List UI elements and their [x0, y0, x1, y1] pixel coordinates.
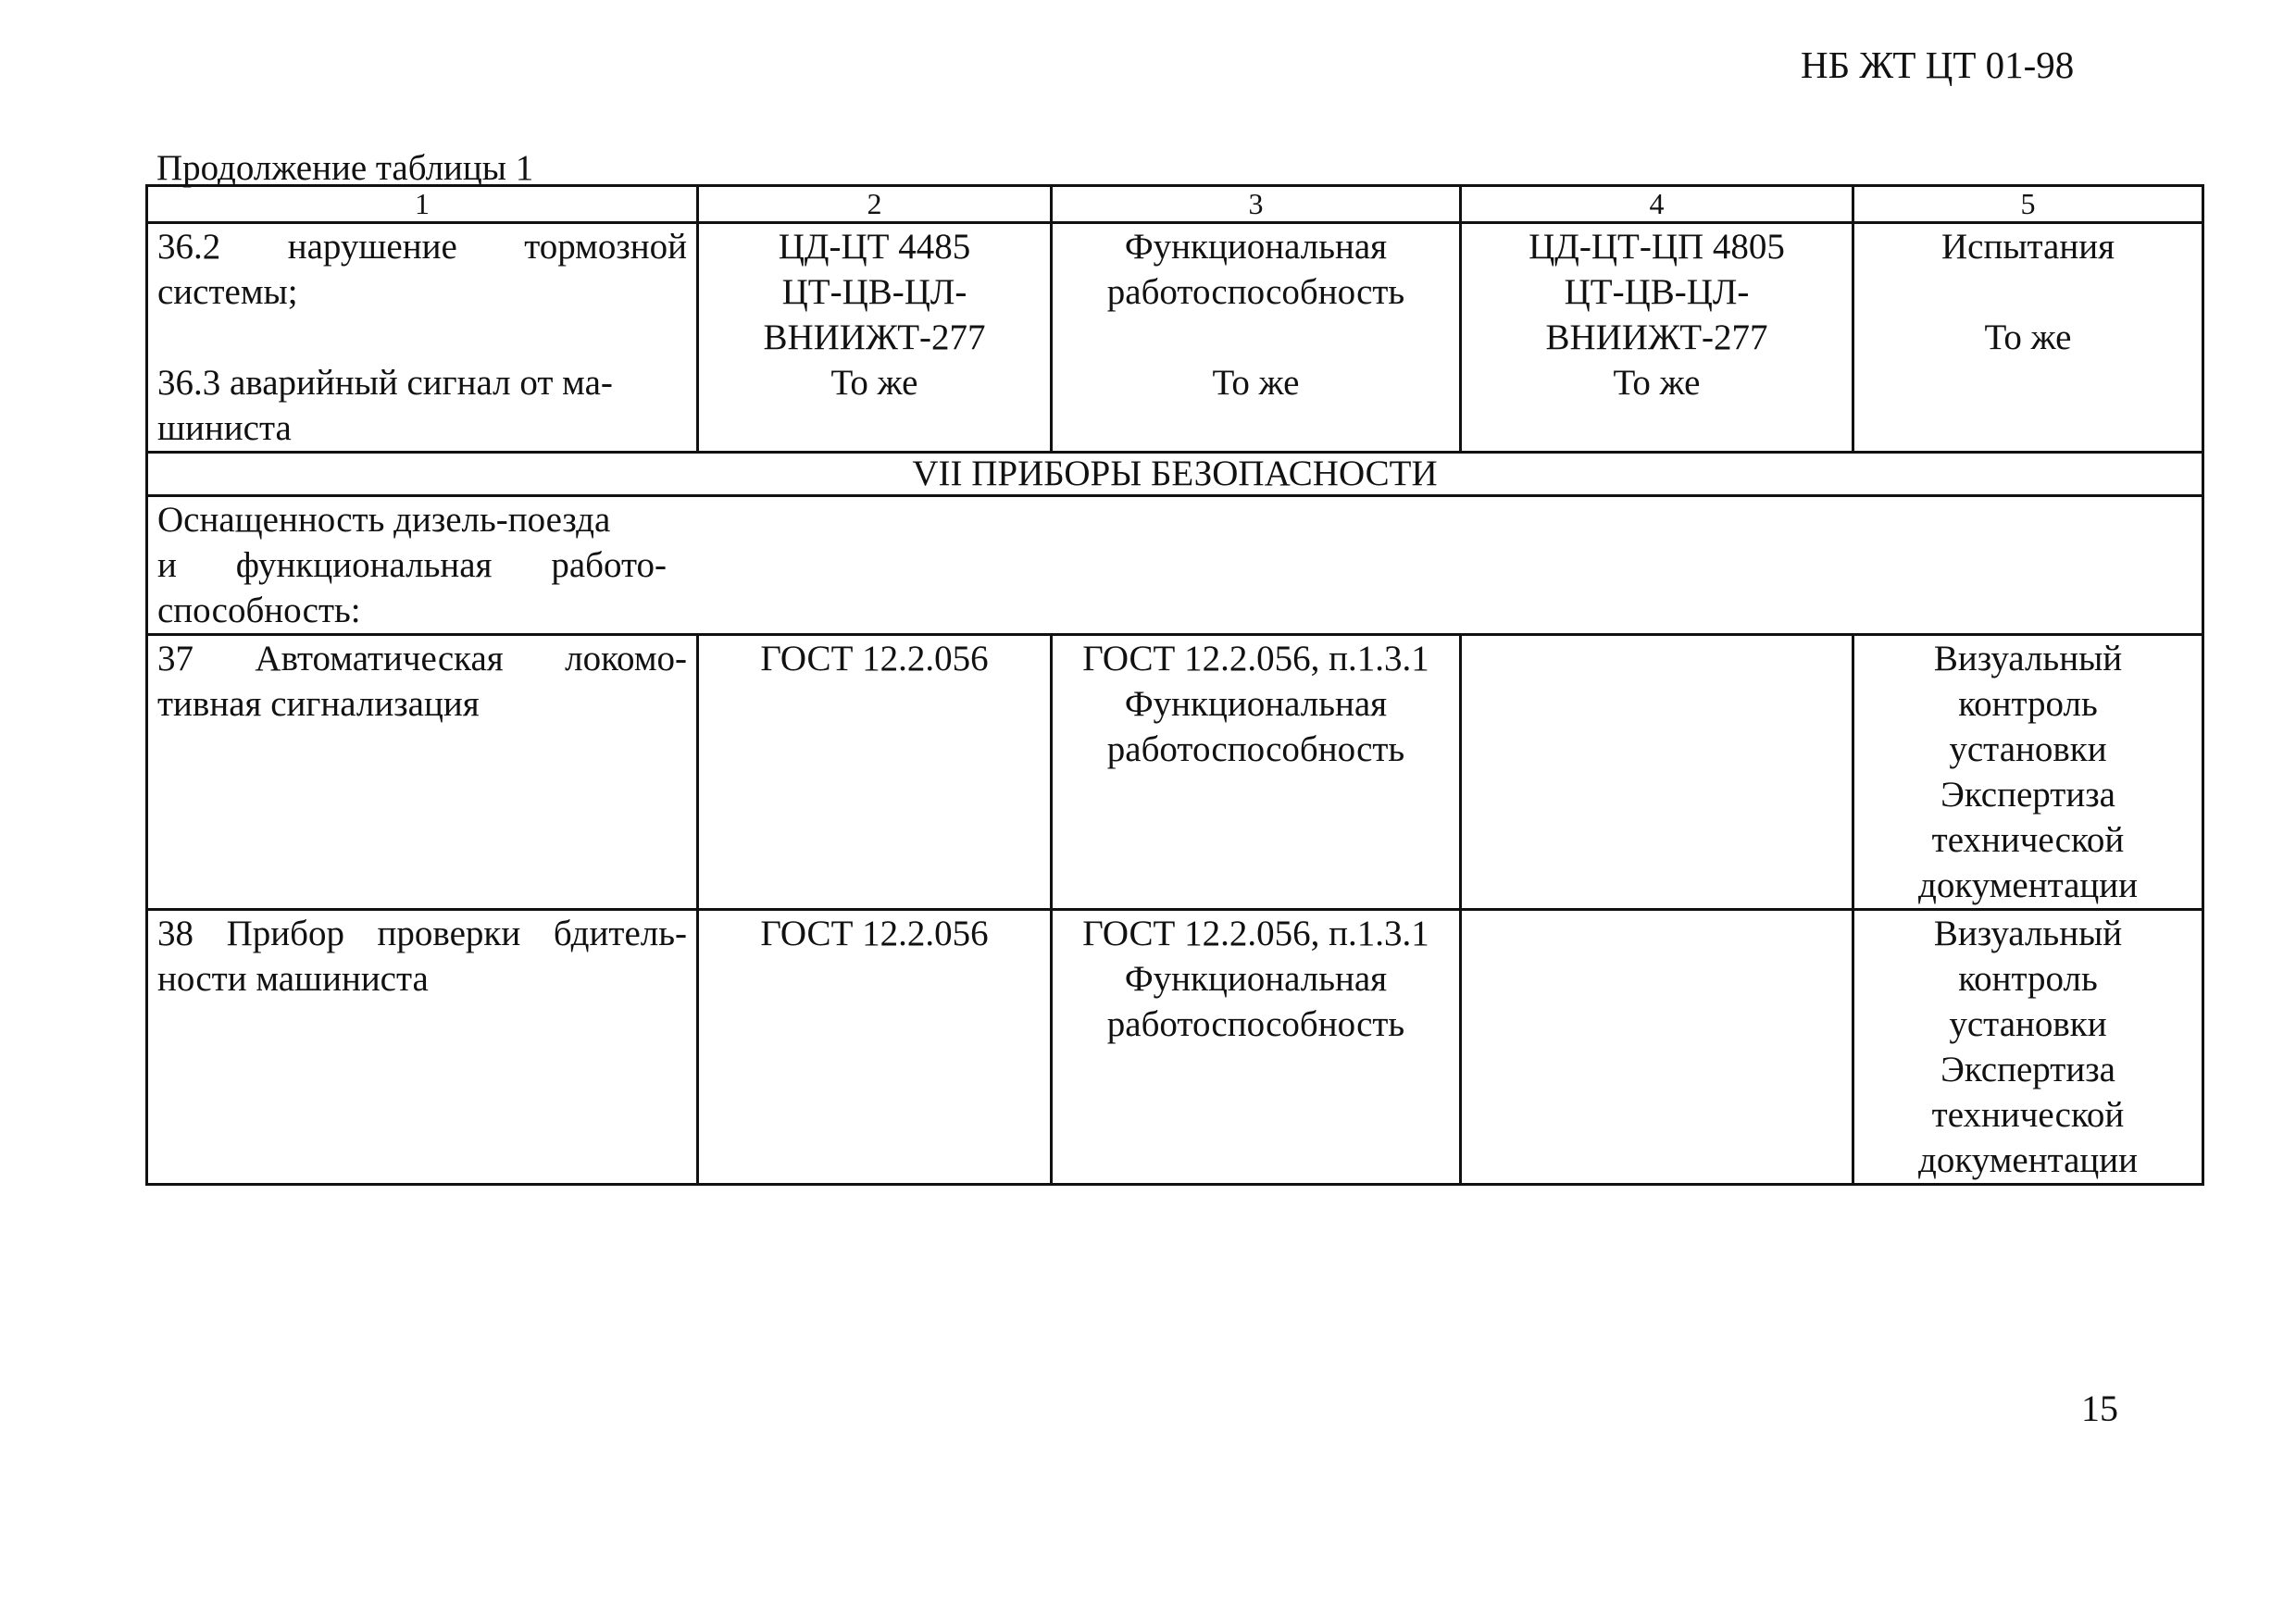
indicator-line: Функциональная [1124, 227, 1388, 267]
column-number: 3 [1052, 186, 1461, 223]
item-text-line: 38 Прибор проверки бдитель- [157, 914, 687, 953]
section-title: VII ПРИБОРЫ БЕЗОПАСНОСТИ [147, 453, 2203, 496]
subsection-row [147, 496, 2203, 635]
control-method-line: Экспертиза [1940, 1050, 2115, 1089]
test-method-doc-cell [1461, 635, 1853, 910]
requirements-table [145, 184, 2204, 1186]
subsection-heading [147, 496, 2203, 635]
item-text-line: ности машиниста [157, 959, 429, 999]
item-text-line: 36.2 нарушение тормозной [157, 227, 687, 267]
control-method-cell [1853, 223, 2203, 453]
table-row [147, 910, 2203, 1185]
test-method-doc-line: ЦД-ЦТ-ЦП 4805 [1529, 227, 1785, 267]
test-method-doc-cell [1461, 910, 1853, 1185]
test-method-doc-line: ЦТ-ЦВ-ЦЛ- [1564, 272, 1750, 312]
normative-doc-line: ЦД-ЦТ 4485 [778, 227, 971, 267]
item-text-line: 37 Автоматическая локомо- [157, 639, 687, 678]
item-cell [147, 910, 698, 1185]
document-code: НБ ЖТ ЦТ 01-98 [1801, 44, 2075, 86]
control-method-line: документации [1917, 1140, 2139, 1180]
column-number: 5 [1853, 186, 2203, 223]
normative-doc-line: ГОСТ 12.2.056 [760, 639, 989, 678]
control-method-line: Испытания [1940, 227, 2115, 267]
normative-doc-cell [698, 223, 1052, 453]
spacer [157, 315, 687, 360]
column-number: 2 [698, 186, 1052, 223]
test-method-doc-line: То же [1613, 363, 1701, 403]
column-number-row [147, 186, 2203, 223]
spacer [1062, 315, 1450, 360]
control-method-line: установки [1949, 729, 2107, 769]
normative-doc-line: ЦТ-ЦВ-ЦЛ- [781, 272, 967, 312]
indicator-line: ГОСТ 12.2.056, п.1.3.1 [1082, 639, 1429, 678]
item-text-line: 36.3 аварийный сигнал от ма- [157, 363, 613, 403]
column-number: 4 [1461, 186, 1853, 223]
page-number: 15 [2081, 1388, 2118, 1429]
indicator-line: работоспособность [1106, 272, 1405, 312]
normative-doc-line: ГОСТ 12.2.056 [760, 914, 989, 953]
control-method-line: То же [1984, 317, 2072, 357]
control-method-line: технической [1931, 820, 2125, 860]
normative-doc-line: То же [830, 363, 918, 403]
indicator-cell [1052, 635, 1461, 910]
indicator-line: Функциональная [1124, 959, 1388, 999]
table-continuation-caption: Продолжение таблицы 1 [156, 148, 534, 188]
control-method-line: контроль [1958, 684, 2098, 724]
control-method-cell [1853, 635, 2203, 910]
item-text-line: тивная сигнализация [157, 684, 480, 724]
subsection-line: Оснащенность дизель-поезда [157, 500, 611, 540]
spacer [1864, 269, 2192, 315]
indicator-cell [1052, 223, 1461, 453]
item-cell [147, 635, 698, 910]
indicator-line: ГОСТ 12.2.056, п.1.3.1 [1082, 914, 1429, 953]
table-row [147, 223, 2203, 453]
item-text-line: системы; [157, 272, 298, 312]
normative-doc-cell [698, 910, 1052, 1185]
subsection-line: способность: [157, 591, 361, 630]
control-method-line: документации [1917, 865, 2139, 905]
section-row [147, 453, 2203, 496]
column-number: 1 [147, 186, 698, 223]
normative-doc-line: ВНИИЖТ-277 [763, 317, 986, 357]
item-text-line: шиниста [157, 408, 292, 448]
item-cell [147, 223, 698, 453]
subsection-line: и функциональная работо- [157, 545, 667, 585]
control-method-line: Визуальный [1933, 914, 2123, 953]
control-method-cell [1853, 910, 2203, 1185]
indicator-cell [1052, 910, 1461, 1185]
test-method-doc-cell [1461, 223, 1853, 453]
control-method-line: установки [1949, 1004, 2107, 1044]
indicator-line: То же [1212, 363, 1300, 403]
normative-doc-cell [698, 635, 1052, 910]
test-method-doc-line: ВНИИЖТ-277 [1545, 317, 1768, 357]
indicator-line: работоспособность [1106, 1004, 1405, 1044]
control-method-line: Визуальный [1933, 639, 2123, 678]
control-method-line: технической [1931, 1095, 2125, 1135]
table-row [147, 635, 2203, 910]
control-method-line: контроль [1958, 959, 2098, 999]
indicator-line: работоспособность [1106, 729, 1405, 769]
control-method-line: Экспертиза [1940, 775, 2115, 815]
indicator-line: Функциональная [1124, 684, 1388, 724]
